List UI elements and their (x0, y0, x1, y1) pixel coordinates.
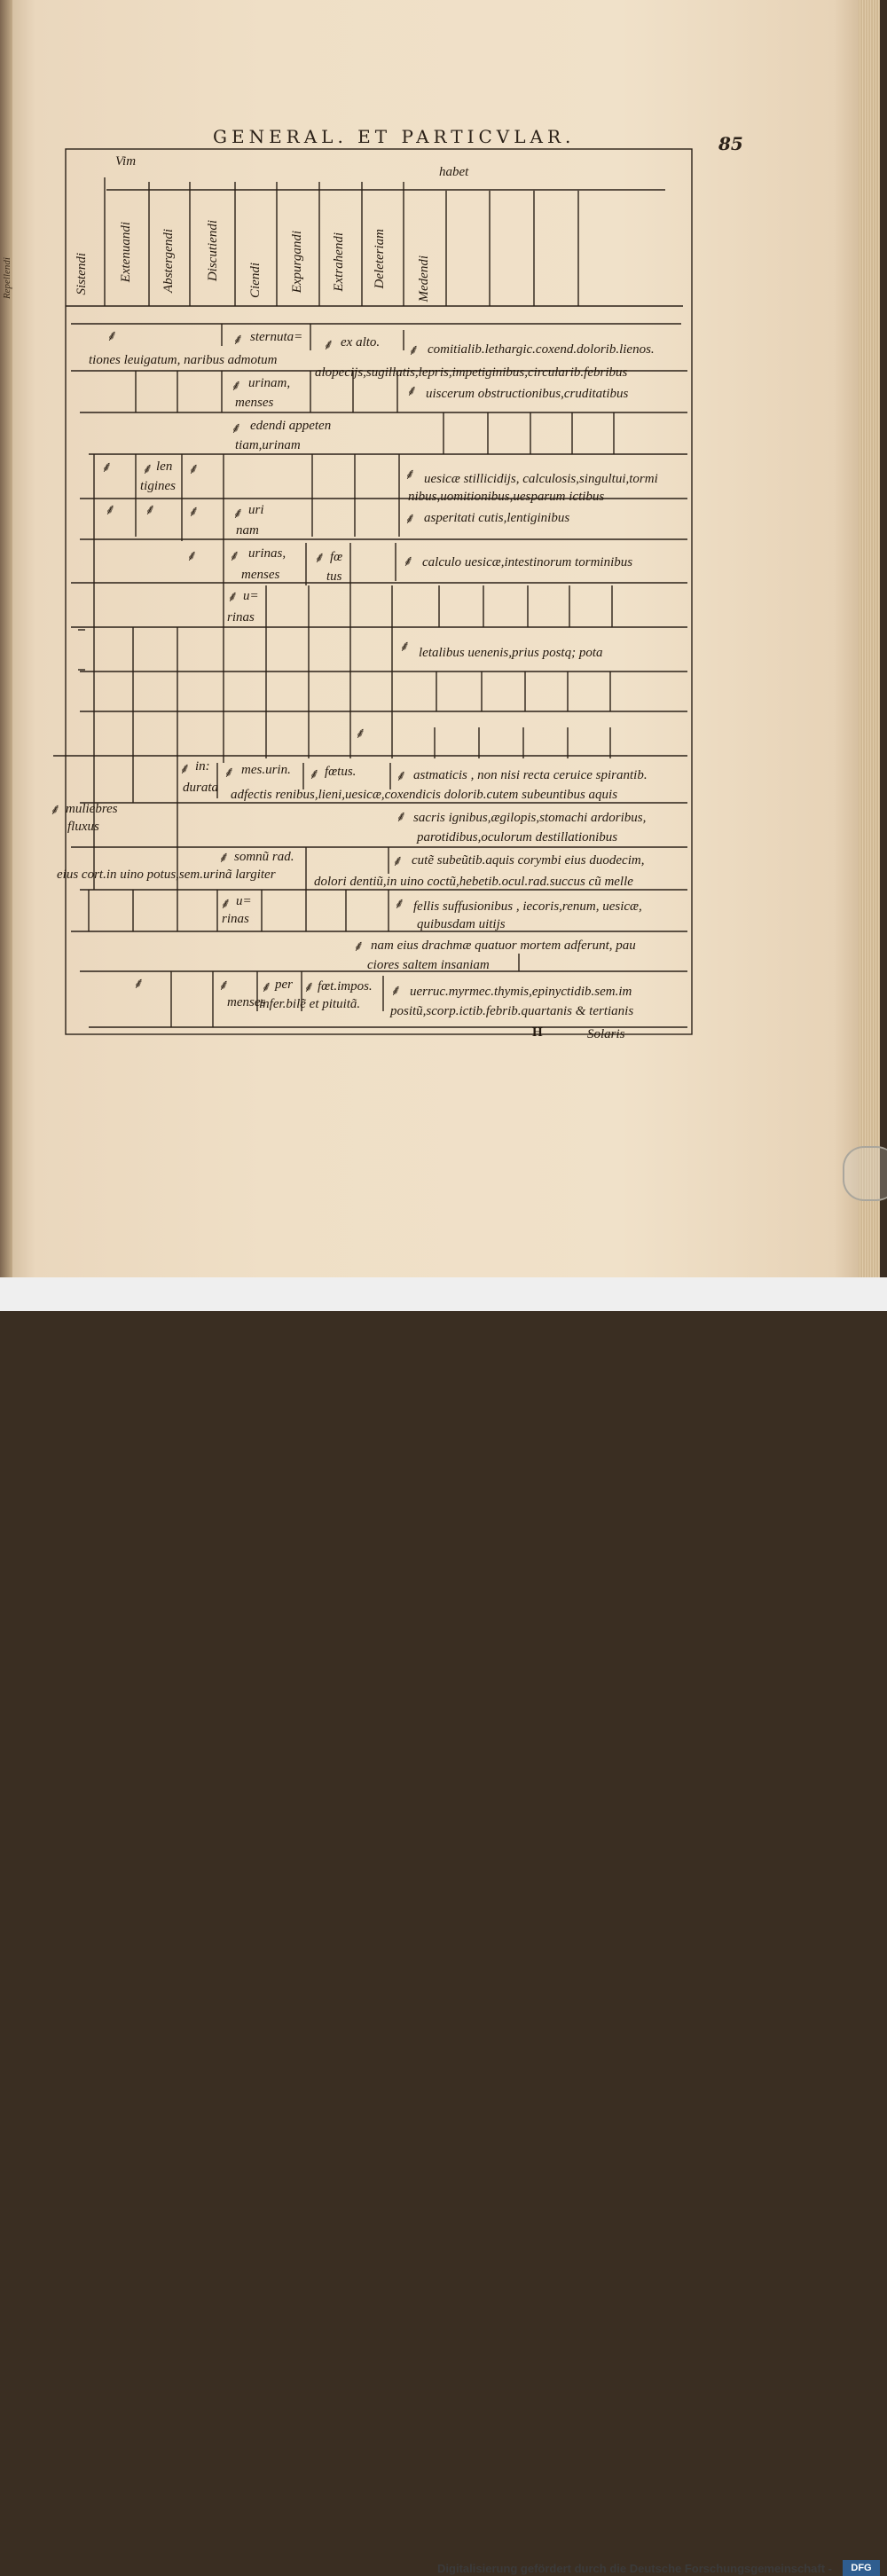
cell-text: uiscerum obstructionibus,cruditatibus (426, 387, 629, 401)
flower-marker: ⸙ (232, 505, 244, 522)
flower-marker: ⸙ (303, 978, 315, 996)
column-header-abstergendi: Abstergendi (161, 229, 176, 293)
cell-text: ex alto. (341, 335, 381, 349)
flower-marker: ⸙ (404, 466, 416, 483)
signature-mark: H (532, 1025, 543, 1040)
flower-marker: ⸙ (396, 767, 407, 785)
cell-text: calculo uesicæ,intestinorum torminibus (422, 555, 633, 569)
cell-text: uerruc.myrmec.thymis,epinyctidib.sem.im (410, 985, 632, 999)
cell-text: tus (326, 569, 342, 584)
cell-text: uesicæ stillicidijs, calculosis,singultui,tormi (424, 472, 658, 486)
running-header: GENERAL. ET PARTICVLAR. (213, 126, 576, 147)
cell-text: mes.urin. (241, 763, 291, 777)
cell-text: fœtus. (325, 765, 357, 779)
cell-text: sacris ignibus,ægilopis,stomachi ardoribus, (413, 811, 647, 825)
flower-marker: ⸙ (188, 503, 200, 521)
flower-marker: ⸙ (186, 547, 198, 565)
cell-text: parotidibus,oculorum destillationibus (417, 830, 618, 844)
column-header-extenuandi: Extenuandi (119, 222, 133, 283)
cell-text: fellis suffusionibus , iecoris,renum, uesicæ, (413, 899, 642, 914)
banner-text: Digitalisierung gefördert durch die Deutsche Forschungsgemeinschaft - (437, 2562, 832, 2575)
flower-marker: ⸙ (227, 588, 239, 606)
cell-text: nibus,uomitionibus,uesparum ictibus (408, 490, 605, 504)
cell-text: fœ (330, 550, 343, 564)
cell-text: quibusdam uitijs (417, 917, 506, 931)
flower-marker: ⸙ (106, 327, 118, 345)
column-header-discutiendi: Discutiendi (206, 220, 220, 282)
flower-marker: ⸙ (406, 382, 418, 400)
flower-marker: ⸙ (399, 638, 411, 656)
page-number: 85 (718, 133, 743, 154)
flower-marker: ⸙ (392, 852, 404, 870)
column-header-medendi: Medendi (417, 255, 431, 302)
cell-text: len (156, 459, 173, 474)
cell-text: fluxus (67, 820, 99, 834)
flower-marker: ⸙ (403, 553, 414, 570)
flower-marker: ⸙ (50, 801, 61, 819)
cell-text: ciores saltem insaniam (367, 958, 490, 972)
column-header-deleteriam: Deleteriam (373, 229, 387, 289)
cell-text: tiam,urinam (235, 438, 301, 452)
flower-marker: ⸙ (101, 459, 113, 476)
cell-text: uri (248, 503, 264, 517)
cell-text: u= (243, 589, 259, 603)
cell-text: urinam, (248, 376, 291, 390)
paper-clip (843, 1146, 887, 1201)
cell-text: letalibus uenenis,prius postq; pota (419, 646, 603, 660)
cell-text: infer.bilẽ et pituitã. (259, 997, 361, 1011)
cell-text: u= (236, 894, 252, 908)
column-header-extrahendi: Extrahendi (332, 232, 346, 292)
dfg-logo: DFG (843, 2560, 880, 2576)
flower-marker: ⸙ (261, 978, 272, 996)
cell-text: comitialib.lethargic.coxend.dolorib.lienos. (428, 342, 655, 357)
flower-marker: ⸙ (404, 510, 416, 528)
group-header-right: habet (439, 165, 469, 179)
flower-marker: ⸙ (218, 849, 230, 867)
cell-text: muliebres (66, 802, 118, 816)
cell-text: somnũ rad. (234, 850, 294, 864)
cell-text: fœt.impos. (318, 979, 373, 993)
flower-marker: ⸙ (390, 982, 402, 1000)
flower-marker: ⸙ (353, 938, 365, 955)
flower-marker: ⸙ (224, 764, 235, 781)
cell-text: menses (227, 995, 266, 1009)
flower-marker: ⸙ (309, 766, 320, 783)
flower-marker: ⸙ (229, 547, 240, 565)
cell-text: astmaticis , non nisi recta ceruice spirantib. (413, 768, 648, 782)
flower-marker: ⸙ (323, 336, 334, 354)
flower-marker: ⸙ (231, 377, 242, 395)
cell-text: asperitati cutis,lentiginibus (424, 511, 570, 525)
cell-text: dolori dentiũ,in uino coctũ,hebetib.ocul.rad.succus cũ melle (314, 875, 633, 889)
group-header-left: Vim (115, 154, 137, 169)
flower-marker: ⸙ (231, 420, 242, 437)
flower-marker: ⸙ (145, 501, 156, 519)
digitization-banner (0, 1277, 887, 2575)
cell-text: alopecijs,sugillatis,lepris,impetiginibus,circularib.febribus (315, 365, 628, 380)
flower-marker: ⸙ (142, 460, 153, 478)
flower-marker: ⸙ (220, 895, 232, 913)
side-note: Repellendi (2, 257, 12, 300)
column-header-expurgandi: Expurgandi (290, 231, 304, 294)
cell-text: eius cort.in uino potus,sem.urinã largiter (57, 868, 276, 882)
cell-text: adfectis renibus,lieni,uesicæ,coxendicis dolorib.cutem subeuntibus aquis (231, 788, 618, 802)
flower-marker: ⸙ (355, 725, 366, 742)
flower-marker: ⸙ (218, 977, 230, 994)
flower-marker: ⸙ (408, 342, 420, 359)
flower-marker: ⸙ (232, 331, 244, 349)
cell-text: in: (195, 759, 210, 774)
column-header-ciendi: Ciendi (248, 263, 263, 298)
cell-text: cutẽ subeũtib.aquis corymbi eius duodecim, (412, 853, 645, 868)
cell-text: tigines (140, 479, 176, 493)
flower-marker: ⸙ (179, 760, 191, 778)
cell-text: tiones leuigatum, naribus admotum (89, 353, 278, 367)
flower-marker: ⸙ (188, 460, 200, 478)
flower-marker: ⸙ (314, 549, 326, 567)
cell-text: urinas, (248, 546, 287, 561)
cell-text: per (275, 978, 293, 992)
cell-text: edendi appeten (250, 419, 332, 433)
catchword: Solaris (587, 1027, 625, 1041)
cell-text: rinas (227, 610, 255, 624)
cell-text: nam eius drachmæ quatuor mortem adferunt, pau (371, 939, 636, 953)
cell-text: positũ,scorp.ictib.febrib.quartanis & tertianis (390, 1004, 634, 1018)
flower-marker: ⸙ (396, 808, 407, 826)
cell-text: rinas (222, 912, 249, 926)
cell-text: menses (241, 568, 280, 582)
cell-text: durata (183, 781, 219, 795)
cell-text: sternuta= (250, 330, 303, 344)
cell-text: menses (235, 396, 274, 410)
flower-marker: ⸙ (394, 895, 405, 913)
flower-marker: ⸙ (133, 975, 145, 993)
flower-marker: ⸙ (105, 501, 116, 519)
cell-text: nam (236, 523, 259, 538)
column-header-sistendi: Sistendi (75, 253, 89, 295)
